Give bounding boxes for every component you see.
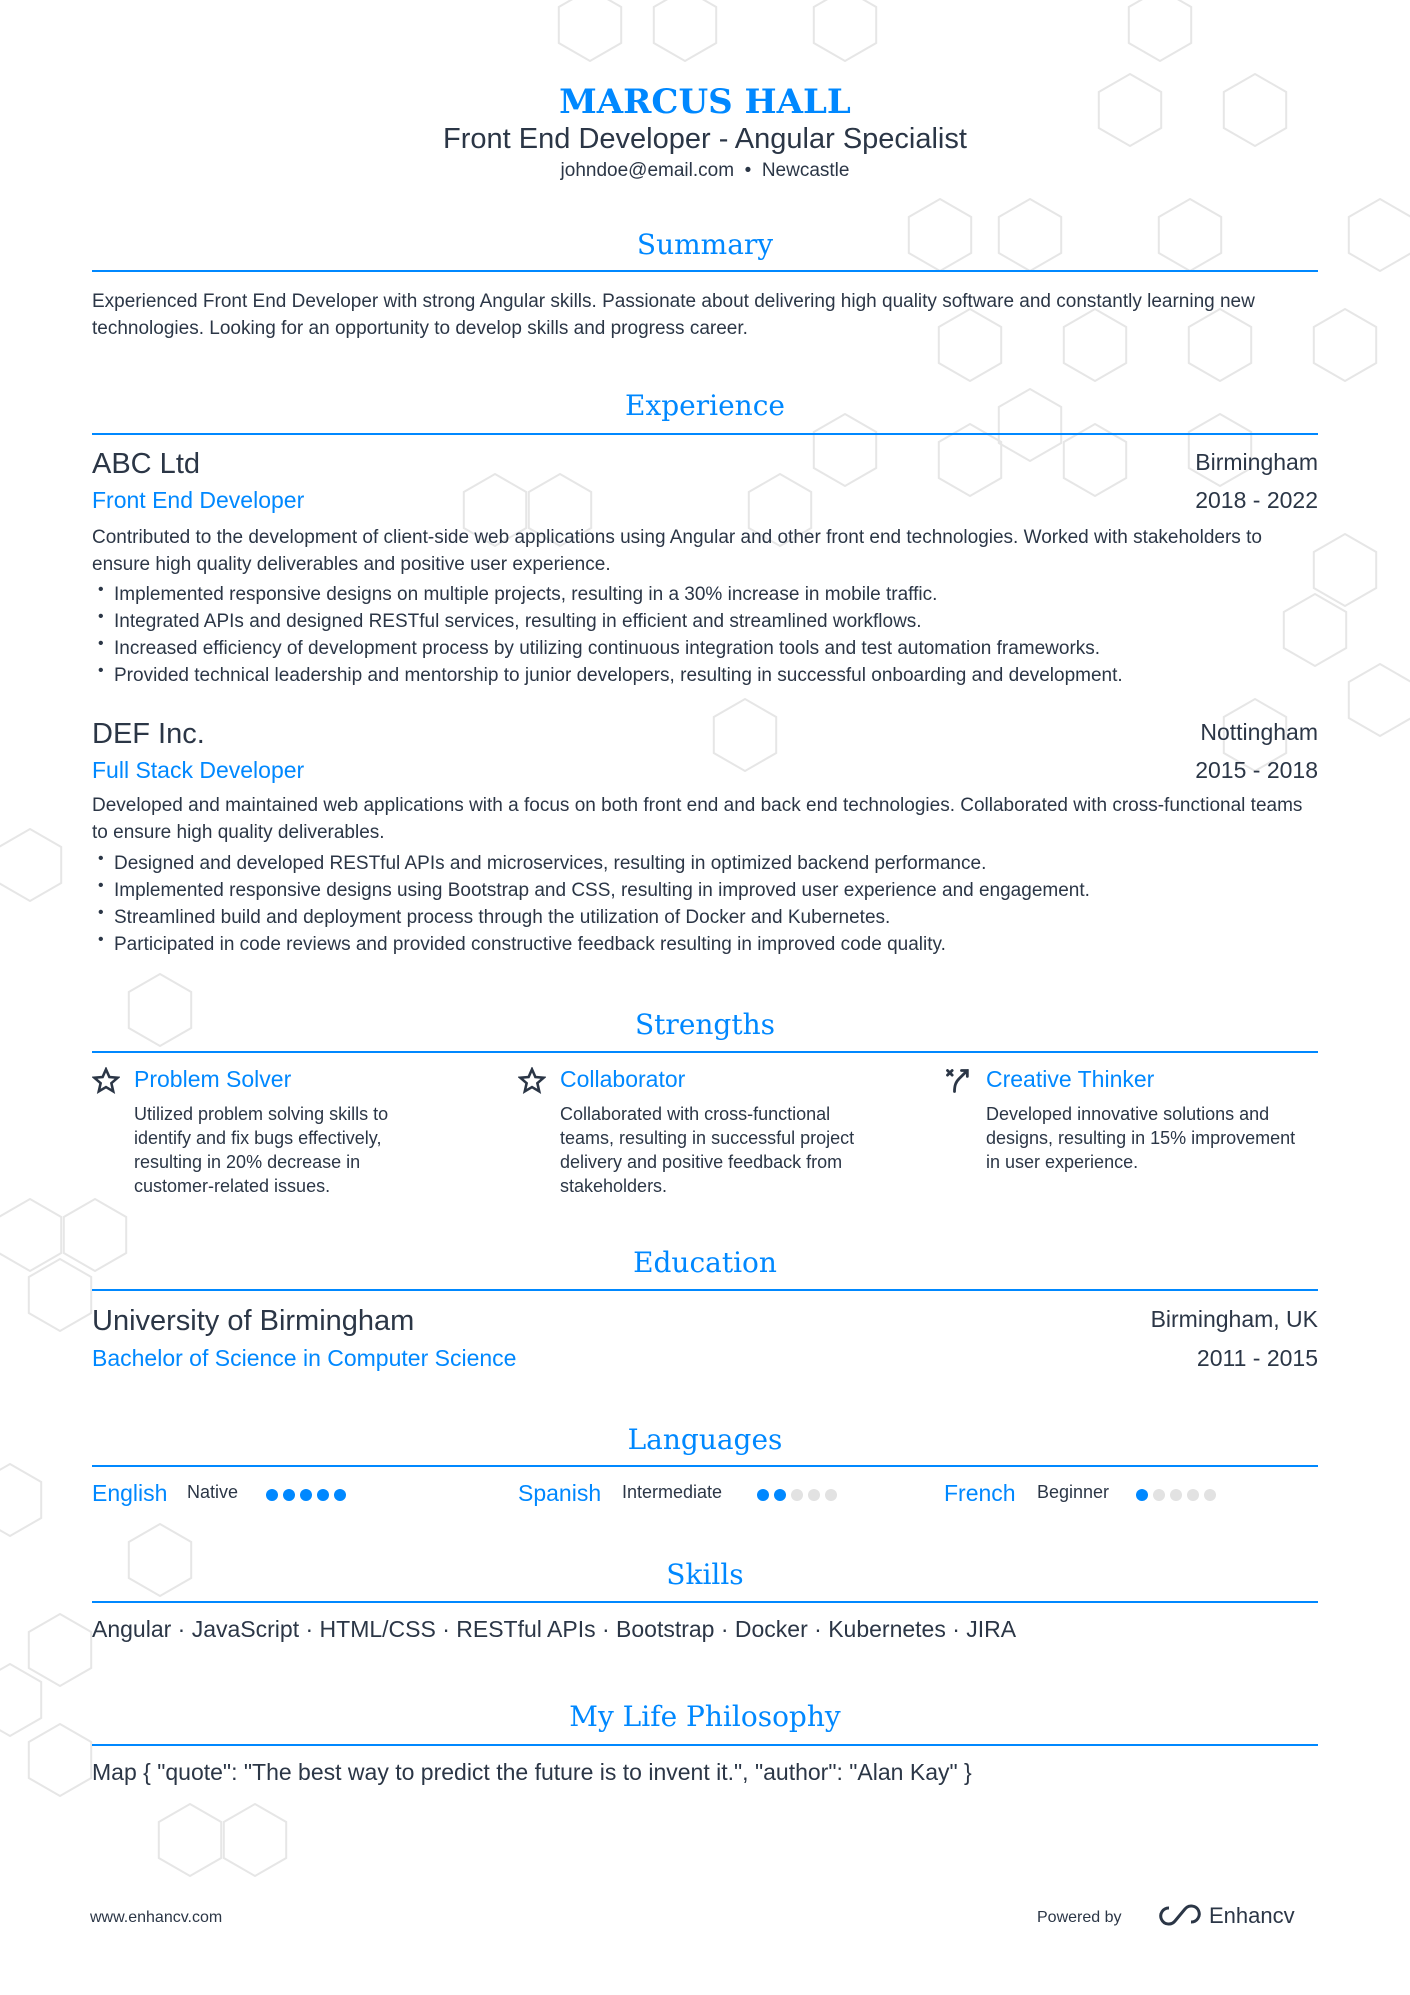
proficiency-dot [1187, 1489, 1199, 1501]
bullet-item: • Implemented responsive designs on multiple projects, resulting in a 30% increase in mobile traffic. [100, 584, 937, 606]
hexagon-shape [654, 0, 716, 61]
strategy-icon [944, 1067, 972, 1095]
hexagon-shape [714, 699, 776, 771]
proficiency-dot [317, 1489, 329, 1501]
proficiency-dots [757, 1489, 837, 1501]
proficiency-dot [1153, 1489, 1165, 1501]
hexagon-shape [0, 829, 61, 901]
strength-description: Utilized problem solving skills to identify and fix bugs effectively, resulting in 20% decrease in customer-related issues. [134, 1104, 389, 1196]
language-level: Native [187, 1482, 239, 1502]
proficiency-dot [334, 1489, 346, 1501]
strength-description: Developed innovative solutions and designs, resulting in 15% improvement in user experience. [986, 1104, 1296, 1172]
divider [92, 433, 1318, 435]
email-link[interactable]: johndoe@email.com [560, 160, 735, 181]
bullet-item: • Integrated APIs and designed RESTful services, resulting in efficient and streamlined workflows. [100, 611, 922, 633]
language-level: Intermediate [622, 1482, 723, 1502]
philosophy-quote: Map { "quote": "The best way to predict the future is to invent it.", "author": "Alan Kay" } [92, 1759, 972, 1785]
language-name: Spanish [518, 1480, 602, 1506]
proficiency-dot [825, 1489, 837, 1501]
proficiency-dot [1170, 1489, 1182, 1501]
hexagon-shape [559, 0, 621, 61]
proficiency-dot [808, 1489, 820, 1501]
job-role: Front End Developer [92, 487, 305, 513]
hexagon-shape [1284, 594, 1346, 666]
website-link[interactable]: www.enhancv.com [90, 1909, 223, 1926]
language-name: English [92, 1480, 168, 1506]
skills-list: Angular · JavaScript · HTML/CSS · RESTful APIs · Bootstrap · Docker · Kubernetes · JIRA [92, 1616, 1017, 1642]
summary-text: Experienced Front End Developer with strong Angular skills. Passionate about delivering high quality software and constantly learning new technologies. Looking for an opportunity to develop skills and progress career. [92, 291, 1255, 339]
job-role: Full Stack Developer [92, 757, 305, 783]
hexagon-shape [1349, 664, 1410, 736]
school-name: University of Birmingham [92, 1305, 415, 1337]
education-dates: 2011 - 2015 [1196, 1345, 1318, 1371]
company-name: ABC Ltd [92, 448, 200, 480]
proficiency-dot [1136, 1489, 1148, 1501]
job-dates: 2015 - 2018 [1195, 757, 1318, 783]
skills-heading: Skills [666, 1558, 744, 1591]
bullet-item: • Increased efficiency of development process by utilizing continuous integration tools and test automation frameworks. [100, 638, 1100, 660]
proficiency-dot [757, 1489, 769, 1501]
education-heading: Education [633, 1246, 777, 1279]
proficiency-dots [1136, 1489, 1216, 1501]
proficiency-dot [266, 1489, 278, 1501]
enhancv-logo[interactable] [1155, 1903, 1295, 1929]
candidate-name: MARCUS HALL [559, 82, 851, 122]
hexagon-shape [1314, 534, 1376, 606]
hexagon-shape [29, 1724, 91, 1796]
strength-title: Collaborator [560, 1066, 686, 1092]
divider [92, 1289, 1318, 1291]
experience-heading: Experience [625, 389, 785, 422]
hexagon-shape [814, 0, 876, 61]
strength-title: Problem Solver [134, 1066, 292, 1092]
company-name: DEF Inc. [92, 718, 205, 750]
hexagon-shape [1129, 0, 1191, 61]
divider [92, 1744, 1318, 1746]
hexagon-shape [29, 1614, 91, 1686]
strength-description: Collaborated with cross-functional teams, resulting in successful project delivery and positive feedback from stakeholders. [560, 1104, 855, 1196]
summary-heading: Summary [636, 228, 774, 261]
proficiency-dot [791, 1489, 803, 1501]
location: Newcastle [761, 160, 850, 181]
separator: • [744, 160, 752, 181]
divider [92, 270, 1318, 272]
philosophy-heading: My Life Philosophy [569, 1700, 841, 1733]
languages-heading: Languages [627, 1423, 783, 1456]
job-title: Front End Developer - Angular Specialist [443, 123, 967, 155]
star-icon [518, 1067, 546, 1095]
strength-title: Creative Thinker [986, 1066, 1155, 1092]
hexagon-shape [159, 1804, 221, 1876]
proficiency-dot [300, 1489, 312, 1501]
hexagon-shape [814, 414, 876, 486]
brand-name: Enhancv [1209, 1903, 1295, 1928]
proficiency-dot [1204, 1489, 1216, 1501]
education-location: Birmingham, UK [1150, 1306, 1318, 1332]
bullet-item: • Participated in code reviews and provided constructive feedback resulting in improved code quality. [100, 934, 946, 956]
proficiency-dot [774, 1489, 786, 1501]
star-icon [92, 1067, 120, 1095]
proficiency-dot [283, 1489, 295, 1501]
enhancv-logo-icon [1155, 1903, 1201, 1929]
bullet-item: • Designed and developed RESTful APIs and microservices, resulting in optimized backend performance. [100, 853, 986, 875]
job-description: Contributed to the development of client-side web applications using Angular and other front end technologies. Worked with stakeholders to ensure high quality deliverables and positive user experience. [92, 527, 1262, 575]
hexagon-shape [224, 1804, 286, 1876]
divider [92, 1051, 1318, 1053]
contact-line [0, 160, 1410, 182]
divider [92, 1465, 1318, 1467]
language-name: French [944, 1480, 1016, 1506]
job-location: Birmingham [1195, 449, 1318, 475]
language-level: Beginner [1037, 1482, 1110, 1502]
job-description: Developed and maintained web applications with a focus on both front end and back end technologies. Collaborated with cross-functional teams to ensure high quality deliverables. [92, 795, 1303, 843]
hexagon-shape [0, 1464, 41, 1536]
job-dates: 2018 - 2022 [1195, 487, 1318, 513]
powered-by-label: Powered by [1037, 1909, 1122, 1926]
hexagon-shape [1314, 309, 1376, 381]
bullet-item: • Provided technical leadership and mentorship to junior developers, resulting in successful onboarding and development. [100, 665, 1123, 687]
bullet-item: • Implemented responsive designs using Bootstrap and CSS, resulting in improved user experience and engagement. [100, 880, 1090, 902]
bullet-item: • Streamlined build and deployment process through the utilization of Docker and Kubernetes. [100, 907, 890, 929]
degree: Bachelor of Science in Computer Science [92, 1345, 517, 1371]
strengths-heading: Strengths [635, 1008, 775, 1041]
proficiency-dots [266, 1489, 346, 1501]
divider [92, 1601, 1318, 1603]
job-location: Nottingham [1200, 719, 1318, 745]
